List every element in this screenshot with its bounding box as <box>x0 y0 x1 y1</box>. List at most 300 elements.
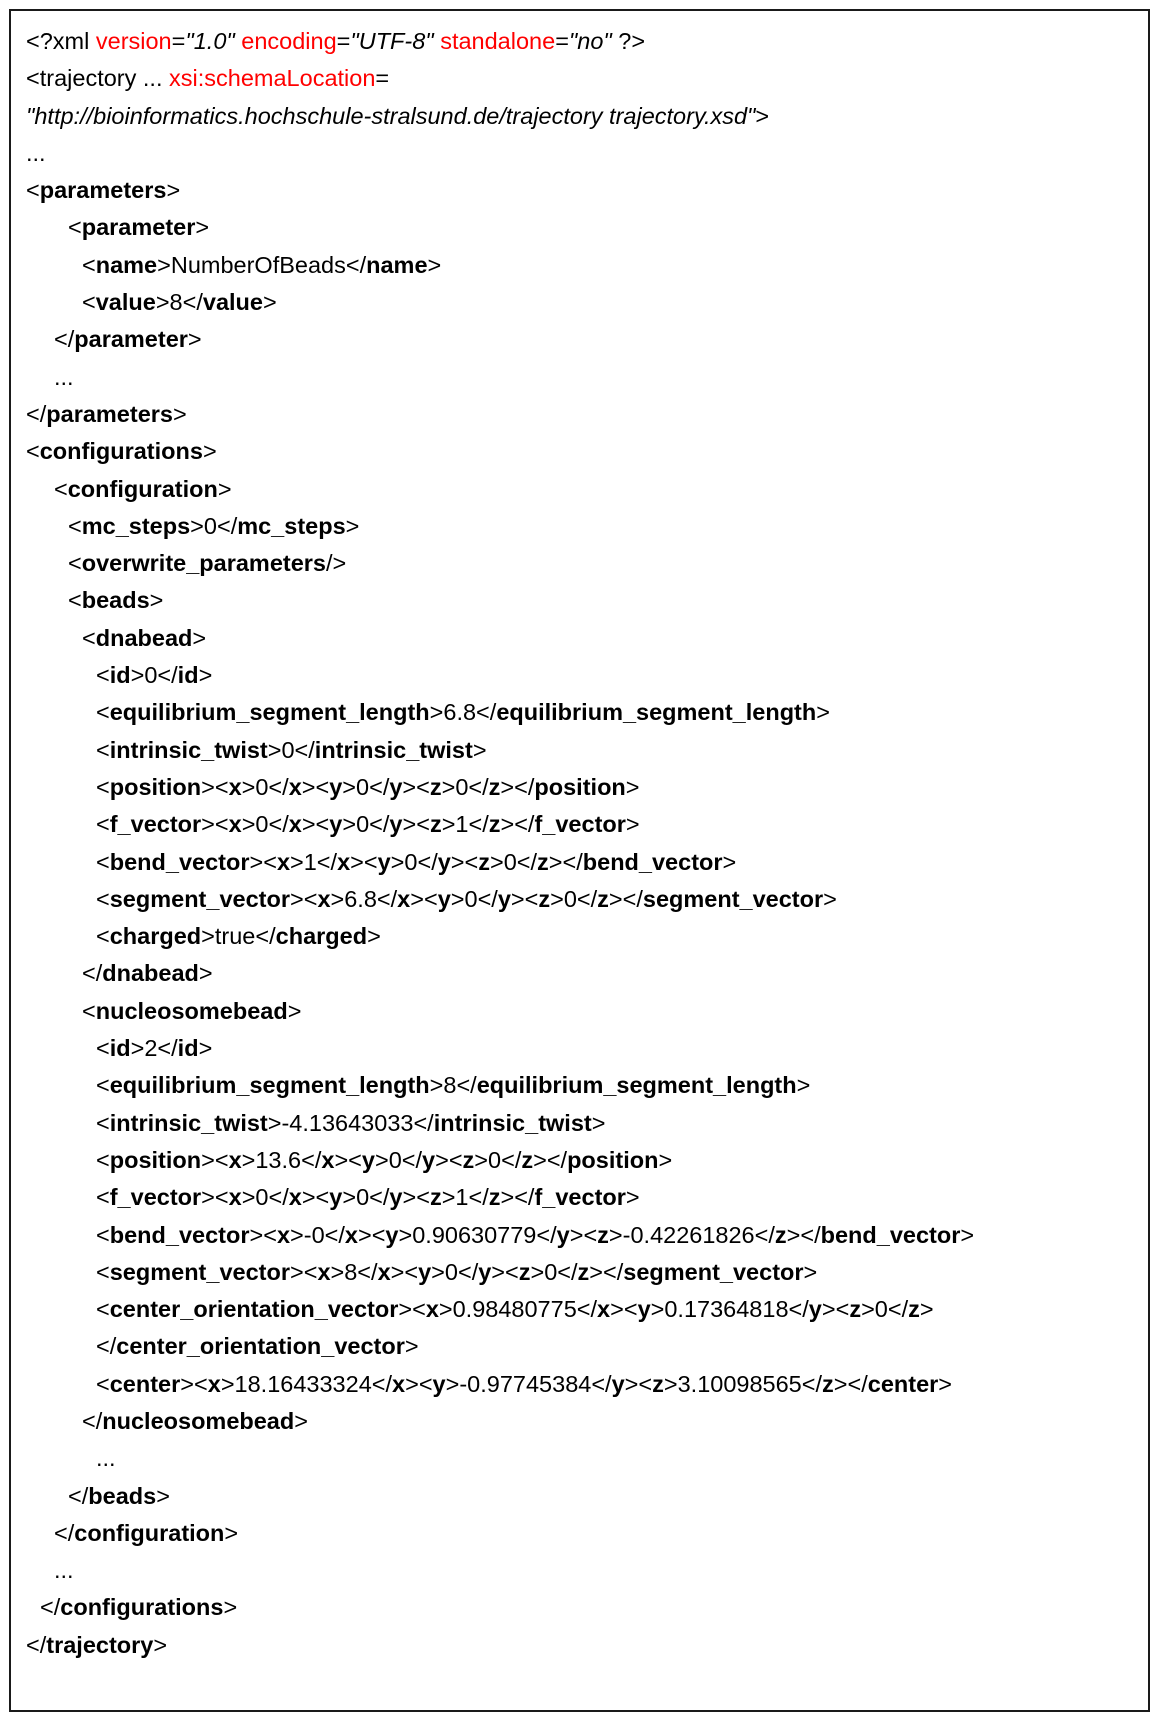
xml-element-name: z <box>488 811 501 838</box>
xml-text: > <box>223 1594 238 1621</box>
xml-text: >0.17364818</ <box>650 1296 809 1323</box>
xml-text: > <box>919 1296 934 1323</box>
code-line <box>26 1179 1138 1216</box>
code-line <box>26 284 1138 321</box>
code-line <box>26 881 1138 918</box>
xml-attribute-value: "no" <box>568 28 612 54</box>
xml-text: < <box>82 289 96 316</box>
xml-text: </ <box>82 1407 103 1434</box>
xml-element-name: y <box>389 773 403 800</box>
xml-element-name: id <box>109 1035 131 1062</box>
code-line <box>26 806 1138 843</box>
xml-text: < <box>96 1109 110 1136</box>
xml-text: > <box>960 1221 975 1248</box>
xml-text: >0</ <box>342 811 390 838</box>
xml-element-name: id <box>177 1035 199 1062</box>
xml-text: ... <box>54 363 74 390</box>
code-line <box>26 657 1138 694</box>
xml-text: > <box>427 251 442 278</box>
xml-text: >0</ <box>861 1296 909 1323</box>
code-line <box>26 582 1138 619</box>
xml-text: >< <box>289 1258 318 1285</box>
xml-text: >< <box>301 773 330 800</box>
xml-element-name: mc_steps <box>81 512 191 539</box>
xml-element-name: x <box>288 1184 302 1211</box>
xml-attribute-value: "1.0" <box>185 28 235 54</box>
xml-element-name: bend_vector <box>820 1221 961 1248</box>
xml-attribute-name: encoding <box>241 28 337 54</box>
xml-text: >< <box>201 773 229 800</box>
xml-element-name: x <box>597 1296 611 1323</box>
xml-element-name: x <box>377 1258 391 1285</box>
xml-text: >0</ <box>441 773 489 800</box>
code-line <box>26 993 1138 1030</box>
xml-element-name: intrinsic_twist <box>109 736 268 763</box>
xml-text: > <box>816 699 830 726</box>
xml-text: > <box>198 960 213 987</box>
code-line <box>26 60 1138 97</box>
xml-text: </ <box>40 1594 61 1621</box>
xml-text: </ <box>96 1333 117 1360</box>
xml-element-name: y <box>556 1221 570 1248</box>
xml-element-name: y <box>497 885 511 912</box>
xml-element-name: equilibrium_segment_length <box>109 1072 430 1099</box>
xml-element-name: configuration <box>67 475 218 502</box>
xml-text: >< <box>398 1296 426 1323</box>
xml-text: < <box>96 699 110 726</box>
xml-text: >< <box>180 1370 208 1397</box>
xml-text: < <box>96 1258 110 1285</box>
xml-text: >0</ <box>130 662 178 689</box>
xml-text: < <box>96 885 110 912</box>
xml-text: >0</ <box>431 1258 479 1285</box>
xml-text: > <box>187 326 202 353</box>
xml-element-name: y <box>329 773 343 800</box>
xml-text: >0</ <box>241 1184 289 1211</box>
code-line <box>26 1217 1138 1254</box>
xml-element-name: mc_steps <box>237 512 346 539</box>
code-line <box>26 209 1138 246</box>
xml-text: >< <box>201 1184 229 1211</box>
xml-element-name: z <box>429 811 442 838</box>
xml-element-name: x <box>228 773 242 800</box>
xml-text: < <box>96 662 110 689</box>
xml-text: >< <box>390 1258 419 1285</box>
xml-text: </ <box>54 326 75 353</box>
xml-text: > <box>224 1519 239 1546</box>
xml-text: > <box>938 1370 953 1397</box>
xml-text: >0</ <box>450 885 498 912</box>
xml-text: = <box>555 28 569 54</box>
xml-text: >-0</ <box>290 1221 345 1248</box>
code-line <box>26 1589 1138 1626</box>
xml-text: >0</ <box>241 811 289 838</box>
code-line <box>26 98 1138 135</box>
code-line <box>26 1440 1138 1477</box>
xml-text: >8</ <box>429 1072 477 1099</box>
xml-element-name: equilibrium_segment_length <box>496 699 817 726</box>
xml-element-name: z <box>822 1370 834 1397</box>
xml-text: ?> <box>611 28 646 54</box>
xml-text: ></ <box>786 1221 821 1248</box>
code-line <box>26 508 1138 545</box>
xml-text: ></ <box>608 885 643 912</box>
code-line <box>26 1254 1138 1291</box>
xml-text: < <box>54 475 68 502</box>
code-line <box>26 844 1138 881</box>
xml-element-name: id <box>109 662 131 689</box>
xml-element-name: x <box>317 885 331 912</box>
xml-text: >true</ <box>201 923 276 950</box>
code-line <box>26 433 1138 470</box>
code-line <box>26 1515 1138 1552</box>
xml-text: > <box>198 662 213 689</box>
xml-element-name: center <box>109 1370 181 1397</box>
xml-text: <?xml <box>26 28 96 54</box>
xml-text: /> <box>326 550 347 577</box>
xml-text: >0</ <box>190 512 238 539</box>
xml-text: > <box>755 102 770 129</box>
xml-text: <trajectory ... <box>26 65 170 92</box>
xml-element-name: z <box>518 1258 531 1285</box>
xml-text: >< <box>201 811 229 838</box>
code-line <box>26 1105 1138 1142</box>
xml-text: > <box>722 848 737 875</box>
code-line <box>26 396 1138 433</box>
xml-element-name: equilibrium_segment_length <box>476 1072 797 1099</box>
xml-text: > <box>803 1258 818 1285</box>
xml-text: ></ <box>833 1370 868 1397</box>
xml-text: > <box>287 997 302 1024</box>
xml-element-name: name <box>95 251 158 278</box>
xml-element-name: z <box>774 1221 787 1248</box>
xml-text: >3.10098565</ <box>663 1370 823 1397</box>
xml-text: >0</ <box>530 1258 578 1285</box>
xml-text: < <box>96 736 110 763</box>
xml-text: > <box>166 177 181 204</box>
xml-text: >< <box>402 1184 430 1211</box>
xml-text: >0</ <box>550 885 598 912</box>
xml-text: < <box>96 1035 110 1062</box>
code-line <box>26 1366 1138 1403</box>
xml-element-name: position <box>567 1146 659 1173</box>
xml-element-name: z <box>597 885 609 912</box>
xml-text: ></ <box>500 1184 535 1211</box>
xml-element-name: x <box>276 1221 291 1248</box>
xml-element-name: y <box>329 811 343 838</box>
code-line <box>26 135 1138 172</box>
xml-element-name: charged <box>109 923 202 950</box>
xml-text: > <box>202 438 217 465</box>
xml-text: >< <box>491 1258 519 1285</box>
xml-element-name: y <box>808 1296 822 1323</box>
code-line <box>26 732 1138 769</box>
xml-element-name: y <box>377 848 391 875</box>
code-line <box>26 471 1138 508</box>
xml-text: >8</ <box>330 1258 378 1285</box>
xml-element-name: x <box>207 1370 221 1397</box>
xml-text: >0</ <box>490 848 538 875</box>
xml-element-name: segment_vector <box>109 1258 290 1285</box>
xml-text: = <box>375 65 390 92</box>
code-line <box>26 918 1138 955</box>
xml-element-name: y <box>637 1296 651 1323</box>
code-line <box>26 545 1138 582</box>
xml-element-name: f_vector <box>534 1184 626 1211</box>
xml-text: >< <box>610 1296 638 1323</box>
xml-element-name: x <box>425 1296 439 1323</box>
xml-element-name: x <box>228 811 242 838</box>
xml-element-name: bend_vector <box>109 1221 250 1248</box>
xml-text: >< <box>435 1146 463 1173</box>
xml-element-name: segment_vector <box>642 885 824 912</box>
code-listing-frame <box>9 9 1150 1712</box>
xml-text: < <box>96 1221 110 1248</box>
xml-element-name: z <box>429 1184 442 1211</box>
xml-element-name: z <box>652 1370 664 1397</box>
xml-text: > <box>591 1109 606 1136</box>
xml-text: >0</ <box>374 1146 423 1173</box>
xml-element-name: intrinsic_twist <box>109 1109 268 1136</box>
xml-element-name: parameter <box>74 326 188 353</box>
xml-element-name: name <box>366 251 428 278</box>
xml-element-name: y <box>418 1258 432 1285</box>
xml-element-name: z <box>597 1221 609 1248</box>
code-line <box>26 23 1138 60</box>
xml-text: >0.90630779</ <box>398 1221 557 1248</box>
xml-element-name: x <box>317 1258 331 1285</box>
xml-text: >0</ <box>241 773 289 800</box>
xml-text: > <box>153 1631 168 1658</box>
xml-text: > <box>796 1072 811 1099</box>
xml-element-name: x <box>344 1221 358 1248</box>
xml-element-name: position <box>109 773 202 800</box>
xml-element-name: bend_vector <box>582 848 723 875</box>
code-line <box>26 620 1138 657</box>
xml-element-name: segment_vector <box>109 885 290 912</box>
xml-text: = <box>336 28 351 54</box>
xml-element-name: z <box>577 1258 590 1285</box>
xml-text: </ <box>82 960 103 987</box>
code-line <box>26 1030 1138 1067</box>
xml-text: > <box>625 1184 640 1211</box>
xml-text: > <box>156 1482 170 1509</box>
xml-text: < <box>96 1184 110 1211</box>
xml-text: > <box>472 736 487 763</box>
xml-element-name: center <box>867 1370 939 1397</box>
code-line <box>26 694 1138 731</box>
xml-text: > <box>195 214 210 241</box>
xml-text: > <box>217 475 232 502</box>
xml-text: < <box>96 1370 110 1397</box>
xml-attribute-name: xsi:schemaLocation <box>169 65 376 92</box>
xml-element-name: position <box>109 1146 202 1173</box>
xml-text: < <box>68 214 82 241</box>
xml-element-name: intrinsic_twist <box>433 1109 592 1136</box>
xml-text: >6.8</ <box>330 885 398 912</box>
xml-element-name: y <box>478 1258 492 1285</box>
xml-text: >1</ <box>441 1184 489 1211</box>
xml-text: > <box>658 1146 673 1173</box>
code-line <box>26 359 1138 396</box>
xml-element-name: f_vector <box>534 811 626 838</box>
xml-element-name: z <box>488 1184 501 1211</box>
xml-text: </ <box>26 1631 47 1658</box>
xml-element-name: x <box>397 885 411 912</box>
xml-element-name: nucleosomebead <box>102 1407 295 1434</box>
xml-text: > <box>172 400 187 427</box>
code-line <box>26 1328 1138 1365</box>
xml-text: < <box>26 177 40 204</box>
xml-element-name: center_orientation_vector <box>109 1296 399 1323</box>
xml-text: ></ <box>500 773 535 800</box>
xml-text: > <box>149 587 164 614</box>
xml-element-name: y <box>437 848 451 875</box>
xml-text: >< <box>301 1184 330 1211</box>
xml-element-name: f_vector <box>109 1184 202 1211</box>
xml-text: < <box>26 438 40 465</box>
xml-element-name: intrinsic_twist <box>314 736 473 763</box>
xml-text: > <box>345 512 360 539</box>
xml-element-name: trajectory <box>46 1631 154 1658</box>
xml-text: </ <box>26 400 47 427</box>
xml-text: >0</ <box>342 773 390 800</box>
code-line <box>26 1142 1138 1179</box>
xml-text: < <box>68 550 82 577</box>
xml-text: < <box>96 1146 110 1173</box>
xml-text: > <box>367 923 381 950</box>
xml-element-name: value <box>95 289 156 316</box>
xml-text: > <box>192 624 207 651</box>
xml-text: >< <box>405 1370 433 1397</box>
xml-element-name: segment_vector <box>623 1258 804 1285</box>
xml-text: ></ <box>589 1258 624 1285</box>
xml-element-name: x <box>228 1184 242 1211</box>
xml-element-name: x <box>228 1146 242 1173</box>
xml-code-listing <box>26 23 1138 1664</box>
xml-text: < <box>68 587 82 614</box>
xml-text: > <box>625 773 640 800</box>
code-line <box>26 247 1138 284</box>
code-line <box>26 1291 1138 1328</box>
xml-text: < <box>82 251 96 278</box>
xml-text: >6.8</ <box>429 699 497 726</box>
xml-text: ></ <box>548 848 583 875</box>
xml-element-name: z <box>908 1296 920 1323</box>
xml-attribute-name: standalone <box>440 28 556 54</box>
xml-element-name: beads <box>81 587 150 614</box>
xml-text: >0</ <box>342 1184 390 1211</box>
xml-text: >< <box>249 1221 277 1248</box>
xml-text: >< <box>402 773 430 800</box>
xml-text: >-4.13643033</ <box>267 1109 434 1136</box>
xml-attribute-name: version <box>95 28 172 54</box>
xml-text: >NumberOfBeads</ <box>157 251 367 278</box>
xml-text: ... <box>96 1445 116 1472</box>
xml-element-name: beads <box>88 1482 157 1509</box>
xml-text: >13.6</ <box>241 1146 322 1173</box>
xml-element-name: x <box>276 848 291 875</box>
xml-element-name: z <box>521 1146 534 1173</box>
code-line <box>26 1478 1138 1515</box>
xml-text: < <box>96 1296 110 1323</box>
code-line <box>26 769 1138 806</box>
xml-text: >< <box>410 885 438 912</box>
xml-element-name: y <box>611 1370 625 1397</box>
xml-element-name: y <box>389 811 403 838</box>
xml-text: >< <box>569 1221 598 1248</box>
xml-element-name: z <box>537 848 549 875</box>
xml-text: >8</ <box>155 289 203 316</box>
xml-text: < <box>96 848 110 875</box>
xml-text: < <box>82 997 96 1024</box>
xml-element-name: bend_vector <box>109 848 250 875</box>
code-line <box>26 955 1138 992</box>
xml-text: = <box>171 28 186 54</box>
xml-text: </ <box>54 1519 75 1546</box>
xml-element-name: z <box>849 1296 862 1323</box>
xml-text: >0</ <box>474 1146 522 1173</box>
xml-text: > <box>625 811 640 838</box>
xml-text: < <box>96 1072 110 1099</box>
xml-element-name: dnabead <box>95 624 193 651</box>
code-line <box>26 1627 1138 1664</box>
xml-element-name: nucleosomebead <box>95 997 288 1024</box>
xml-element-name: equilibrium_segment_length <box>109 699 430 726</box>
xml-element-name: z <box>478 848 490 875</box>
code-line <box>26 321 1138 358</box>
xml-text: < <box>68 512 82 539</box>
xml-text: ></ <box>533 1146 568 1173</box>
xml-text: >< <box>450 848 479 875</box>
xml-element-name: y <box>437 885 451 912</box>
xml-text: < <box>96 923 110 950</box>
xml-text: >< <box>334 1146 362 1173</box>
xml-text: >< <box>624 1370 653 1397</box>
xml-element-name: y <box>385 1221 399 1248</box>
xml-text: >< <box>510 885 539 912</box>
xml-text: >< <box>402 811 430 838</box>
xml-element-name: z <box>488 773 501 800</box>
xml-attribute-value: "http://bioinformatics.hochschule-stralsund.de/trajectory trajectory.xsd" <box>26 102 756 129</box>
xml-attribute-value: "UTF-8" <box>350 28 434 54</box>
xml-text: >< <box>821 1296 850 1323</box>
xml-text: >1</ <box>290 848 338 875</box>
xml-element-name: y <box>422 1146 436 1173</box>
xml-text: >0</ <box>267 736 315 763</box>
xml-text: >18.16433324</ <box>220 1370 393 1397</box>
xml-text: > <box>294 1407 308 1434</box>
xml-element-name: x <box>321 1146 335 1173</box>
xml-element-name: x <box>392 1370 406 1397</box>
xml-element-name: y <box>389 1184 403 1211</box>
xml-text: ... <box>54 1557 74 1584</box>
code-line <box>26 1552 1138 1589</box>
xml-text: >< <box>249 848 277 875</box>
xml-text: >< <box>357 1221 386 1248</box>
xml-element-name: dnabead <box>102 960 199 987</box>
xml-element-name: charged <box>275 923 368 950</box>
xml-element-name: z <box>429 773 442 800</box>
xml-text: >< <box>301 811 330 838</box>
xml-text: >0.98480775</ <box>438 1296 598 1323</box>
code-line <box>26 1403 1138 1440</box>
xml-element-name: y <box>432 1370 446 1397</box>
xml-text: > <box>823 885 837 912</box>
xml-element-name: configurations <box>39 438 203 465</box>
xml-text: < <box>82 624 96 651</box>
xml-text: >0</ <box>390 848 438 875</box>
